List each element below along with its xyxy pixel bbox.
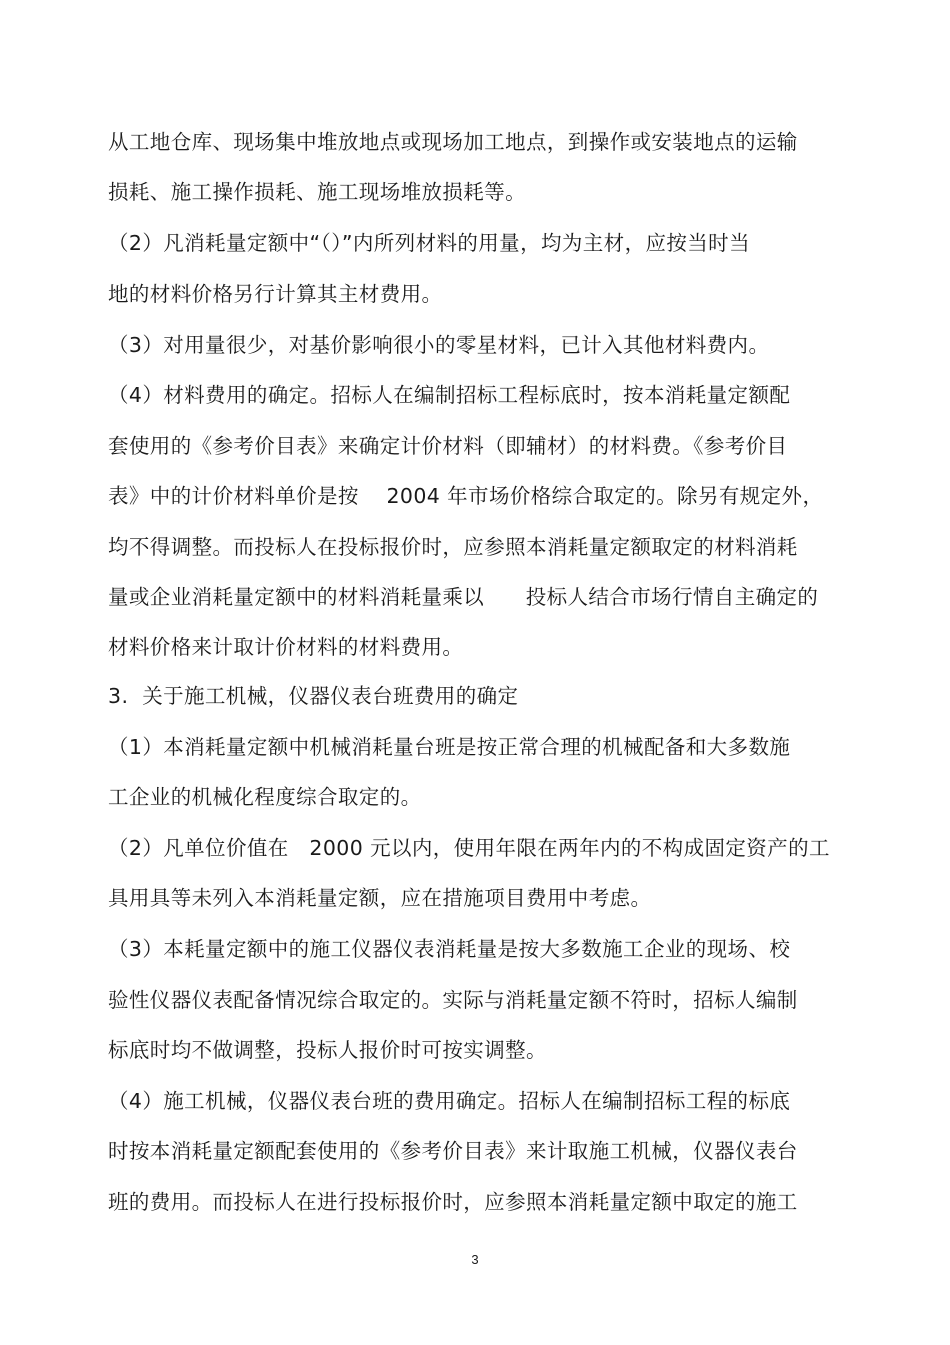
- text-line: （4）材料费用的确定。招标人在编制招标工程标底时，按本消耗量定额配: [108, 383, 791, 407]
- text-line: （3）对用量很少，对基价影响很小的零星材料，已计入其他材料费内。: [108, 333, 770, 357]
- text-line: 均不得调整。而投标人在投标报价时，应参照本消耗量定额取定的材料消耗: [108, 535, 798, 559]
- text-line: 套使用的《参考价目表》来确定计价材料（即辅材）的材料费。《参考价目: [108, 434, 788, 458]
- text-line: 从工地仓库、现场集中堆放地点或现场加工地点，到操作或安装地点的运输: [108, 130, 798, 154]
- page-number: 3: [471, 1252, 479, 1267]
- text-line: （2）凡单位价值在 2000 元以内，使用年限在两年内的不构成固定资产的工: [108, 836, 830, 860]
- text-line: 时按本消耗量定额配套使用的《参考价目表》来计取施工机械，仪器仪表台: [108, 1139, 798, 1163]
- text-line: （2）凡消耗量定额中“（）”内所列材料的用量，均为主材，应按当时当: [108, 231, 750, 255]
- text-line: （1）本消耗量定额中机械消耗量台班是按正常合理的机械配备和大多数施: [108, 735, 791, 759]
- text-line: 班的费用。而投标人在进行投标报价时，应参照本消耗量定额中取定的施工: [108, 1190, 798, 1214]
- text-line: 标底时均不做调整，投标人报价时可按实调整。: [108, 1038, 547, 1062]
- text-line: （3）本耗量定额中的施工仪器仪表消耗量是按大多数施工企业的现场、校: [108, 937, 791, 961]
- text-line: 验性仪器仪表配备情况综合取定的。实际与消耗量定额不符时，招标人编制: [108, 988, 798, 1012]
- text-line: 地的材料价格另行计算其主材费用。: [108, 282, 443, 306]
- text-line: 材料价格来计取计价材料的材料费用。: [108, 635, 464, 659]
- text-line: （4）施工机械，仪器仪表台班的费用确定。招标人在编制招标工程的标底: [108, 1089, 791, 1113]
- text-line: 工企业的机械化程度综合取定的。: [108, 785, 422, 809]
- section-heading: 3. 关于施工机械，仪器仪表台班费用的确定: [108, 684, 519, 708]
- text-line: 表》中的计价材料单价是按 2004 年市场价格综合取定的。除另有规定外，: [108, 484, 824, 508]
- text-line: 损耗、施工操作损耗、施工现场堆放损耗等。: [108, 180, 526, 204]
- text-line: 具用具等未列入本消耗量定额，应在措施项目费用中考虑。: [108, 886, 652, 910]
- text-line: 量或企业消耗量定额中的材料消耗量乘以 投标人结合市场行情自主确定的: [108, 585, 819, 609]
